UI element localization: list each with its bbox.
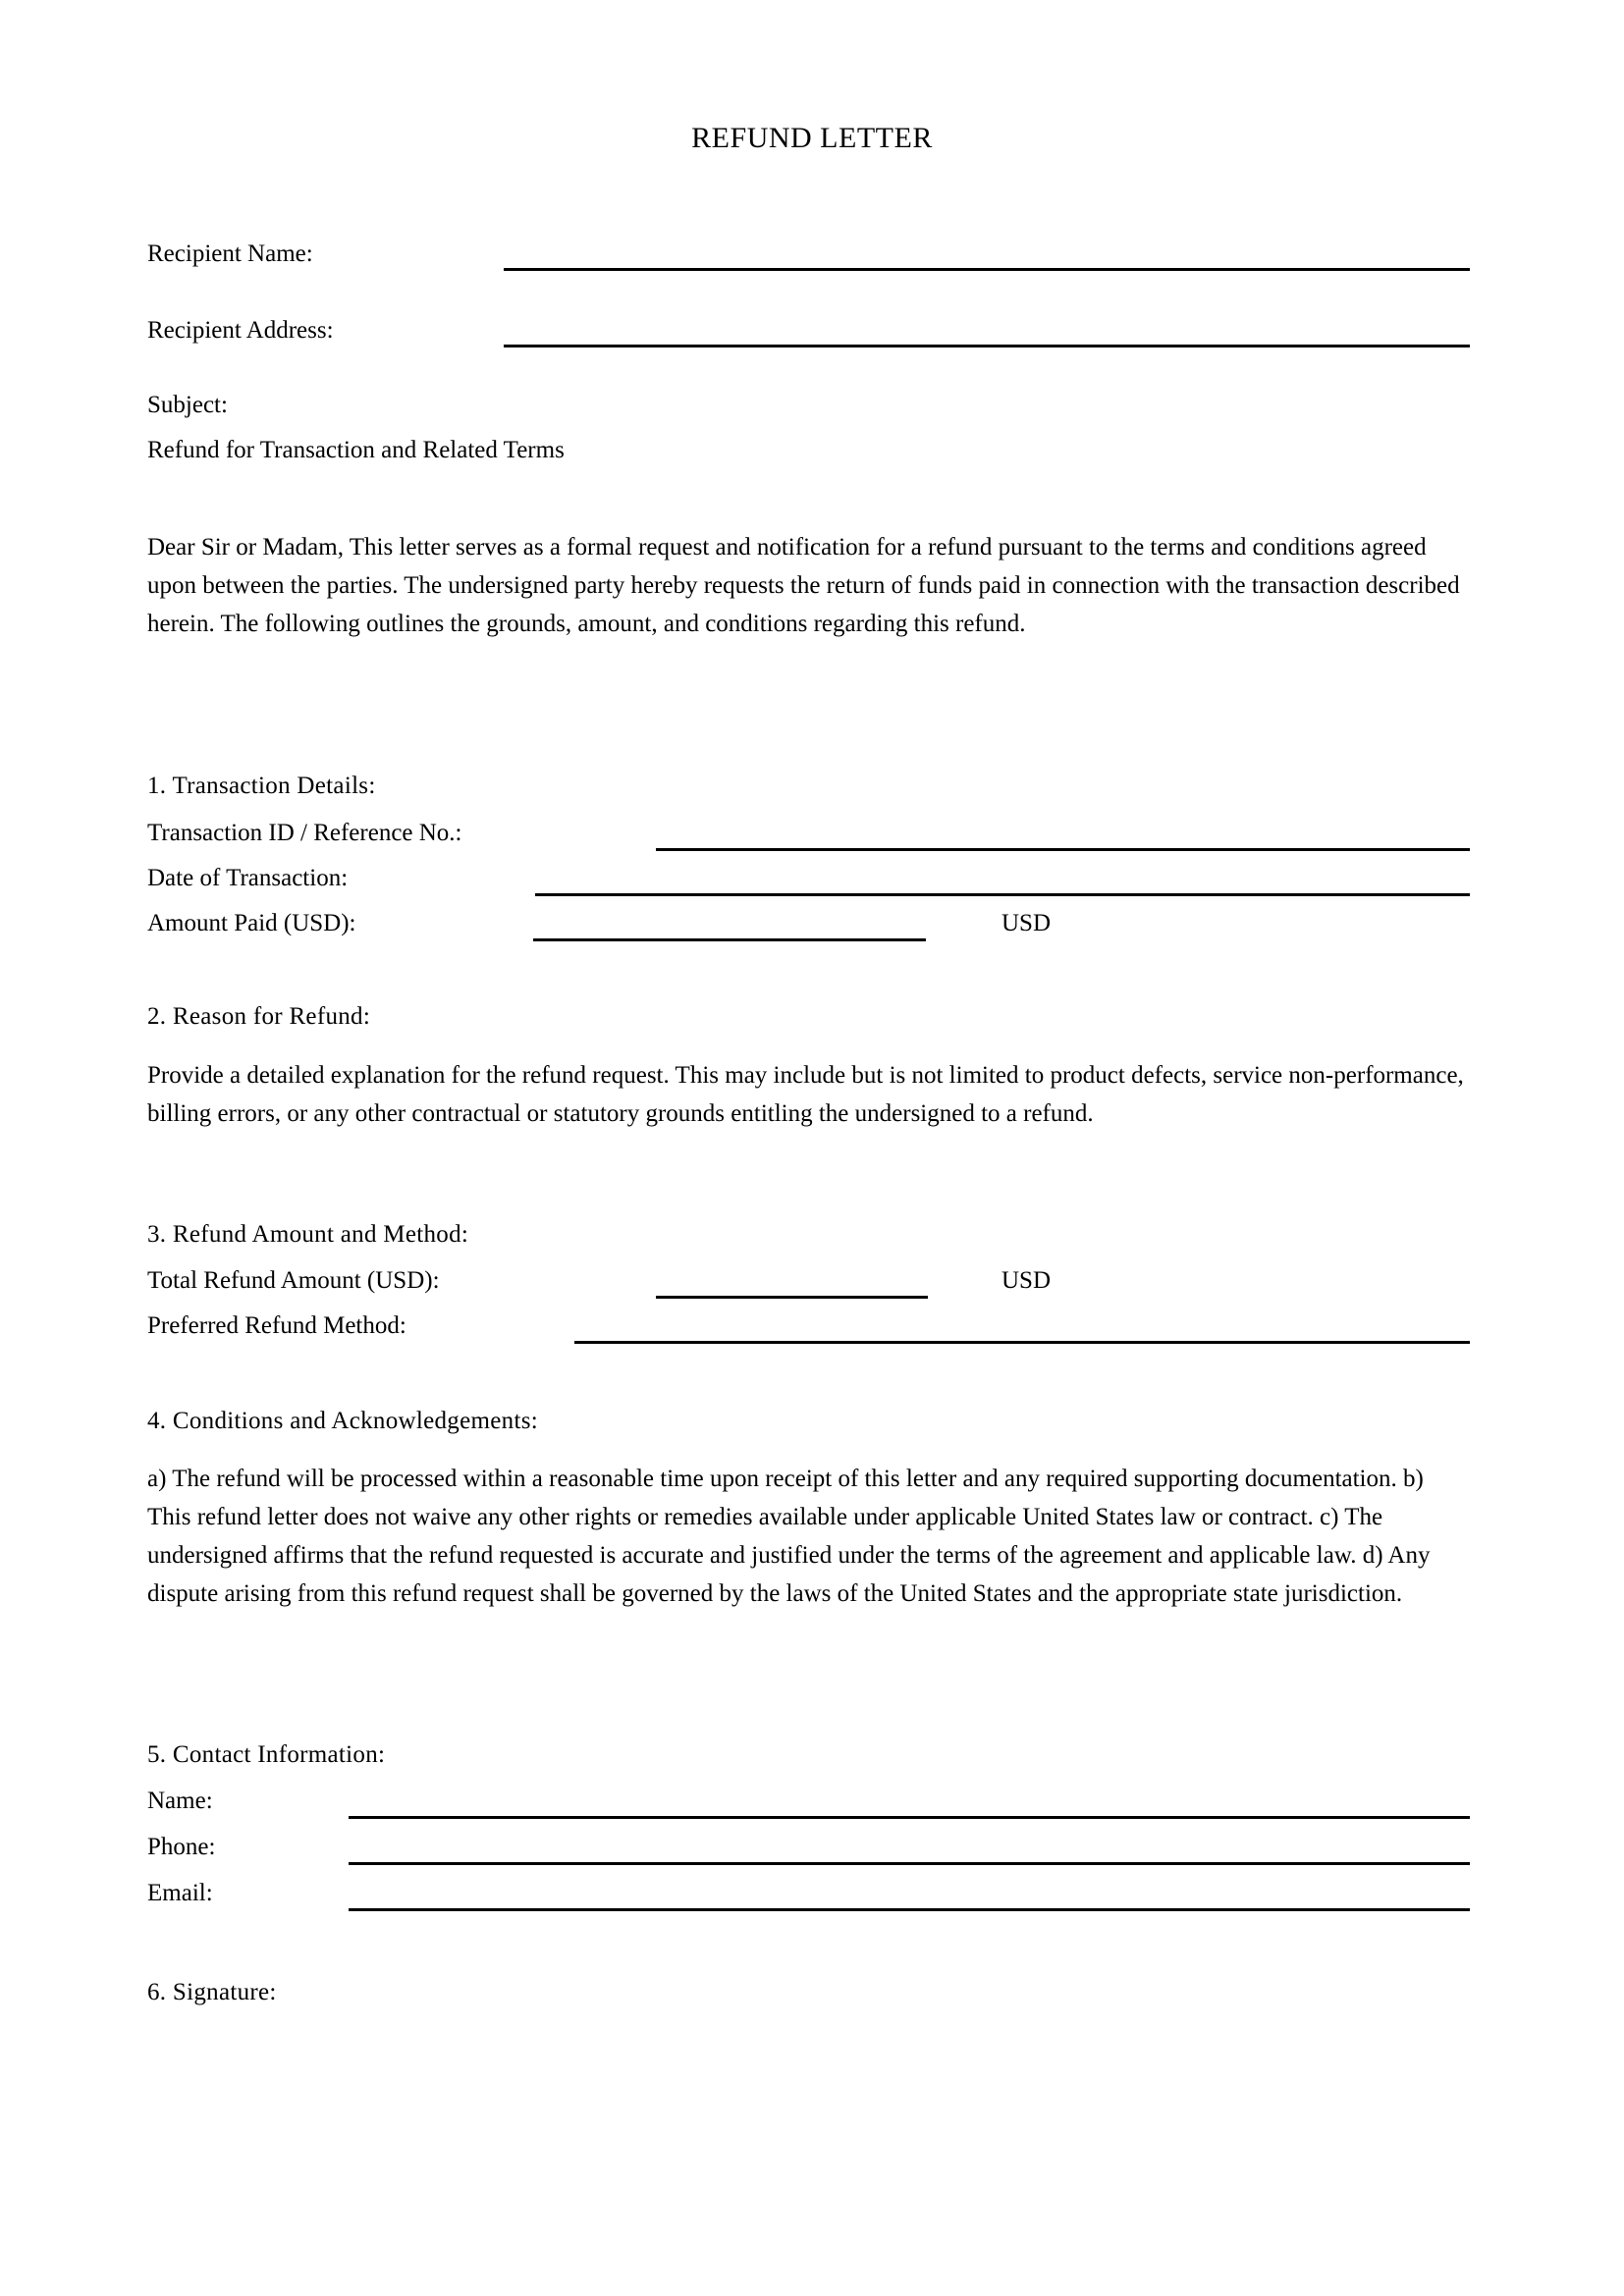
contact-email-label: Email:: [147, 1880, 213, 1906]
conditions-text: a) The refund will be processed within a reasonable time upon receipt of this letter and any required supporting documentation. b) This refund letter does not waive any other rights or remedies available under applicable United States law or contract. c) The undersigned affirms that the refund requested is accurate and justified under the terms of the agreement and applicable law. d) Any dispute arising from this refund request shall be governed by the laws of the United States and the appropriate state jurisdiction.: [147, 1466, 1431, 1607]
section-heading-contact-information: 5. Contact Information:: [147, 1741, 386, 1768]
section-heading-signature: 6. Signature:: [147, 1979, 277, 2005]
transaction-id-label: Transaction ID / Reference No.:: [147, 820, 462, 846]
contact-phone-label: Phone:: [147, 1834, 216, 1860]
contact-name-input[interactable]: [349, 1816, 1470, 1819]
recipient-address-input[interactable]: [504, 345, 1470, 347]
amount-paid-label: Amount Paid (USD):: [147, 910, 356, 936]
intro-paragraph: Dear Sir or Madam, This letter serves as a formal request and notification for a refund pursuant to the terms and conditions agreed upon between the parties. The undersigned party hereby requests the return of funds paid in connection with the transaction described herein. The following outlines the grounds, amount, and conditions regarding this refund.: [147, 534, 1460, 637]
total-refund-amount-currency-suffix: USD: [1001, 1267, 1052, 1294]
subject-text: Refund for Transaction and Related Terms: [147, 437, 565, 463]
page-title: REFUND LETTER: [691, 122, 933, 154]
transaction-id-input[interactable]: [656, 848, 1470, 851]
recipient-name-label: Recipient Name:: [147, 240, 313, 267]
section-heading-conditions: 4. Conditions and Acknowledgements:: [147, 1408, 538, 1434]
preferred-refund-method-input[interactable]: [574, 1341, 1470, 1344]
total-refund-amount-input[interactable]: [656, 1296, 928, 1299]
recipient-address-label: Recipient Address:: [147, 317, 334, 344]
reason-for-refund-text: Provide a detailed explanation for the refund request. This may include but is not limited to product defects, service non-performance, billing errors, or any other contractual or statutory grounds entitling the undersigned to a refund.: [147, 1062, 1464, 1127]
contact-phone-input[interactable]: [349, 1862, 1470, 1865]
date-of-transaction-input[interactable]: [535, 893, 1470, 896]
date-of-transaction-label: Date of Transaction:: [147, 865, 349, 891]
amount-paid-currency-suffix: USD: [1001, 910, 1052, 936]
total-refund-amount-label: Total Refund Amount (USD):: [147, 1267, 440, 1294]
amount-paid-input[interactable]: [533, 938, 926, 941]
preferred-refund-method-label: Preferred Refund Method:: [147, 1312, 406, 1339]
section-heading-reason-for-refund: 2. Reason for Refund:: [147, 1003, 371, 1030]
contact-name-label: Name:: [147, 1788, 213, 1814]
subject-label: Subject:: [147, 392, 228, 418]
section-heading-refund-amount-method: 3. Refund Amount and Method:: [147, 1221, 469, 1248]
section-heading-transaction-details: 1. Transaction Details:: [147, 773, 376, 799]
contact-email-input[interactable]: [349, 1908, 1470, 1911]
recipient-name-input[interactable]: [504, 268, 1470, 271]
